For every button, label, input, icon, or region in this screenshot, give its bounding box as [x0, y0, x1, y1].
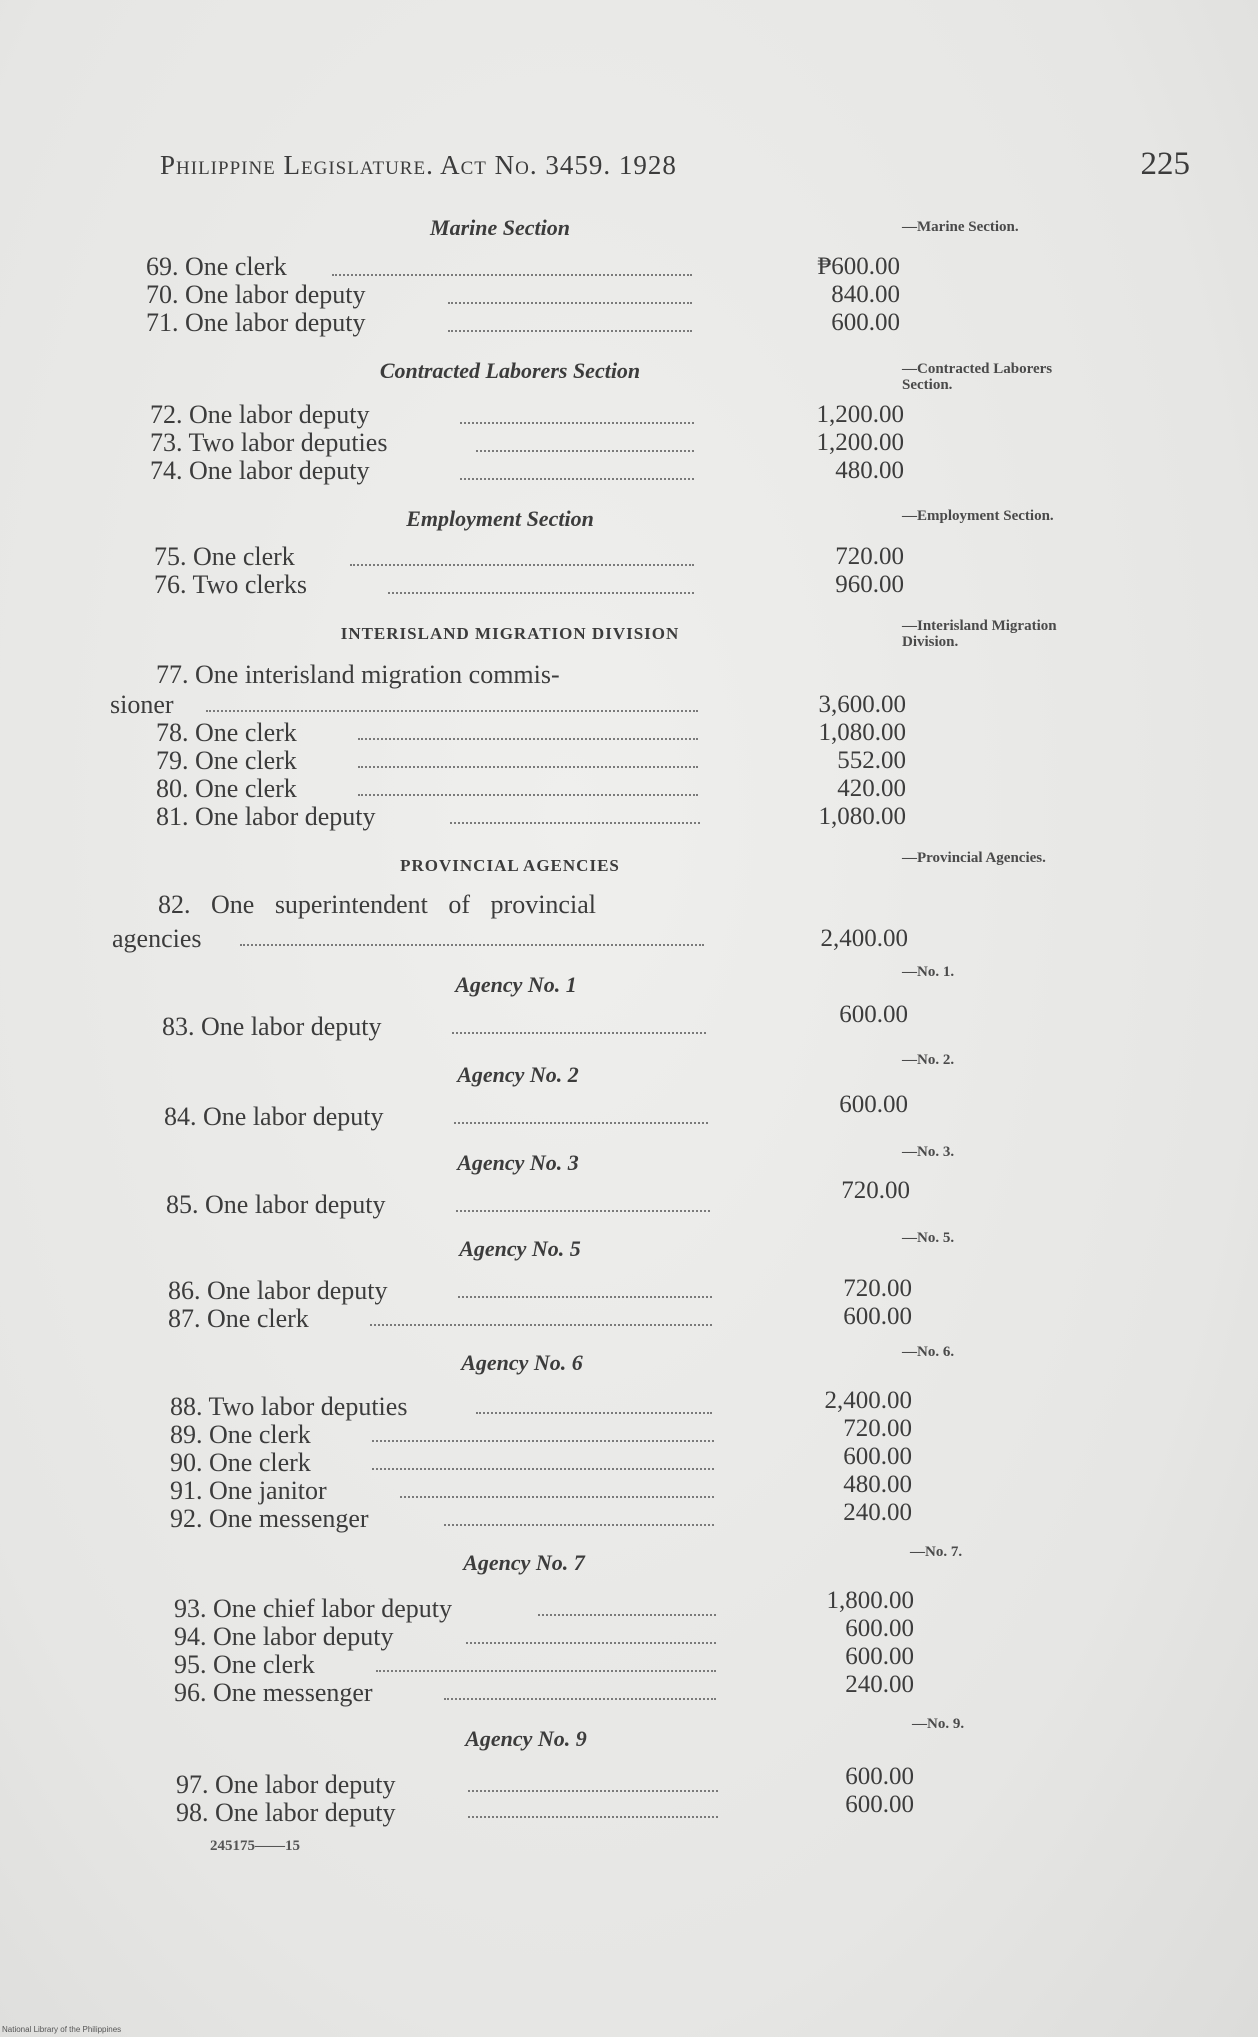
item-label: 91. One janitor [170, 1476, 327, 1505]
item-amount: 600.00 [843, 1443, 912, 1470]
running-head [160, 146, 1190, 194]
item-row [100, 542, 904, 572]
item-amount: 600.00 [845, 1643, 914, 1670]
section-heading-agency-1: Agency No. 1 [455, 972, 577, 997]
section-heading-marine: Marine Section [430, 215, 570, 240]
item-label: 86. One labor deputy [168, 1276, 388, 1305]
item-row [100, 1791, 914, 1828]
item-amount: 840.00 [831, 281, 900, 308]
margin-note-employment: —Employment Section. [902, 508, 1054, 524]
item-amount: 960.00 [835, 571, 904, 598]
item-row [100, 1091, 908, 1132]
margin-note-agency-1: —No. 1. [902, 964, 955, 980]
item-amount: 420.00 [837, 775, 906, 802]
item-label: 81. One labor deputy [156, 802, 376, 831]
dot-leader [458, 1296, 712, 1298]
item-label: 72. One labor deputy [150, 400, 370, 429]
item-label: 85. One labor deputy [166, 1190, 386, 1219]
section-heading-agency-3: Agency No. 3 [457, 1150, 579, 1175]
item-amount: 1,080.00 [818, 719, 906, 746]
printer-signature-code: 245175——15 [210, 1838, 300, 1854]
page-number: 225 [1140, 146, 1190, 182]
item-label-line2: sioner [110, 690, 174, 719]
item-label: 97. One labor deputy [176, 1770, 396, 1799]
item-amount: 720.00 [841, 1177, 910, 1204]
item-label-line1: 77. One interisland migration commis- [156, 660, 560, 689]
item-row [100, 280, 900, 310]
item-amount: 600.00 [839, 1091, 908, 1118]
dot-leader [332, 274, 692, 276]
item-amount: 240.00 [843, 1499, 912, 1526]
item-label: 76. Two clerks [154, 570, 307, 599]
item-row [100, 400, 904, 430]
running-head-title: Philippine Legislature. Act No. 3459. 1928 [160, 150, 677, 180]
item-row [100, 690, 906, 720]
margin-note-agency-7: —No. 7. [910, 1544, 963, 1560]
item-label: 95. One clerk [174, 1650, 315, 1679]
section-heading-agency-9: Agency No. 9 [465, 1726, 587, 1751]
dot-leader [350, 564, 694, 566]
item-label: 79. One clerk [156, 746, 297, 775]
item-amount: 480.00 [843, 1471, 912, 1498]
item-row [100, 308, 900, 338]
item-amount: 600.00 [843, 1303, 912, 1330]
item-label: 90. One clerk [170, 1448, 311, 1477]
item-amount: 1,080.00 [818, 803, 906, 830]
dot-leader [358, 766, 698, 768]
margin-note-provincial: —Provincial Agencies. [902, 850, 1046, 866]
item-row [100, 1303, 912, 1334]
item-amount: 1,800.00 [826, 1587, 914, 1614]
dot-leader [370, 1324, 712, 1326]
item-amount: 600.00 [845, 1615, 914, 1642]
item-amount: 600.00 [831, 309, 900, 336]
item-label: 93. One chief labor deputy [174, 1594, 452, 1623]
item-amount: 720.00 [835, 543, 904, 570]
margin-note-agency-6: —No. 6. [902, 1344, 955, 1360]
dot-leader [206, 710, 698, 712]
item-label: 71. One labor deputy [146, 308, 366, 337]
item-amount: ₱600.00 [817, 253, 900, 280]
margin-note-agency-3: —No. 3. [902, 1144, 955, 1160]
item-label: 98. One labor deputy [176, 1798, 396, 1827]
dot-leader [468, 1816, 718, 1818]
dot-leader [450, 822, 700, 824]
section-heading-agency-6: Agency No. 6 [461, 1350, 583, 1375]
item-row [100, 570, 904, 600]
item-amount: 600.00 [845, 1791, 914, 1818]
dot-leader [400, 1496, 714, 1498]
item-label: 84. One labor deputy [164, 1102, 384, 1131]
section-heading-interisland: INTERISLAND MIGRATION DIVISION [340, 624, 680, 643]
item-amount: 240.00 [845, 1671, 914, 1698]
dot-leader [372, 1440, 714, 1442]
item-row [100, 924, 908, 954]
item-label-line2: agencies [112, 924, 202, 953]
dot-leader [456, 1210, 710, 1212]
dot-leader [372, 1468, 714, 1470]
section-heading-contracted: Contracted Laborers Section [379, 358, 641, 383]
margin-note-agency-5: —No. 5. [902, 1230, 955, 1246]
margin-note-marine: —Marine Section. [902, 219, 1019, 235]
dot-leader [468, 1790, 718, 1792]
scan-credit: National Library of the Philippines [2, 2025, 122, 2034]
item-row [100, 718, 906, 748]
item-label: 75. One clerk [154, 542, 295, 571]
dot-leader [476, 1412, 712, 1414]
dot-leader [538, 1614, 716, 1616]
item-label: 83. One labor deputy [162, 1012, 382, 1041]
dot-leader [388, 592, 694, 594]
margin-note-agency-2: —No. 2. [902, 1052, 955, 1068]
item-row [100, 252, 900, 282]
section-heading-provincial: PROVINCIAL AGENCIES [400, 856, 620, 875]
item-row [100, 1671, 914, 1708]
dot-leader [452, 1032, 706, 1034]
dot-leader [466, 1642, 716, 1644]
item-row [100, 456, 904, 486]
dot-leader [358, 794, 698, 796]
dot-leader [460, 422, 694, 424]
item-amount: 3,600.00 [818, 691, 906, 718]
item-amount: 552.00 [837, 747, 906, 774]
dot-leader [460, 478, 694, 480]
item-amount: 600.00 [845, 1763, 914, 1790]
dot-leader [476, 450, 694, 452]
item-amount: 1,200.00 [816, 401, 904, 428]
dot-leader [444, 1524, 714, 1526]
dot-leader [240, 944, 704, 946]
item-amount: 2,400.00 [824, 1387, 912, 1414]
section-heading-agency-7: Agency No. 7 [463, 1550, 585, 1575]
item-amount: 600.00 [839, 1001, 908, 1028]
item-row [100, 428, 904, 458]
item-label: 89. One clerk [170, 1420, 311, 1449]
dot-leader [376, 1670, 716, 1672]
item-label: 74. One labor deputy [150, 456, 370, 485]
item-row [100, 1001, 908, 1042]
item-label: 88. Two labor deputies [170, 1392, 408, 1421]
item-label: 92. One messenger [170, 1504, 369, 1533]
section-heading-agency-2: Agency No. 2 [457, 1062, 579, 1087]
item-label: 94. One labor deputy [174, 1622, 394, 1651]
item-row [100, 1499, 912, 1534]
dot-leader [454, 1122, 708, 1124]
item-row [100, 774, 906, 804]
item-label: 87. One clerk [168, 1304, 309, 1333]
dot-leader [358, 738, 698, 740]
item-label: 96. One messenger [174, 1678, 373, 1707]
item-amount: 720.00 [843, 1275, 912, 1302]
item-row [100, 1177, 910, 1220]
item-amount: 720.00 [843, 1415, 912, 1442]
margin-note-interisland: —Interisland Migration Division. [902, 618, 1057, 650]
dot-leader [448, 330, 692, 332]
item-amount: 480.00 [835, 457, 904, 484]
dot-leader [448, 302, 692, 304]
item-label: 78. One clerk [156, 718, 297, 747]
item-amount: 1,200.00 [816, 429, 904, 456]
dot-leader [444, 1698, 716, 1700]
item-row [100, 746, 906, 776]
item-amount: 2,400.00 [820, 925, 908, 952]
item-label: 80. One clerk [156, 774, 297, 803]
item-label: 70. One labor deputy [146, 280, 366, 309]
margin-note-agency-9: —No. 9. [912, 1716, 965, 1732]
margin-note-contracted: —Contracted Laborers Section. [902, 361, 1053, 393]
section-heading-agency-5: Agency No. 5 [459, 1236, 581, 1261]
item-label-line1: 82. One superintendent of provincial [158, 890, 596, 919]
item-label: 69. One clerk [146, 252, 287, 281]
item-label: 73. Two labor deputies [150, 428, 388, 457]
item-row [100, 802, 906, 832]
section-heading-employment: Employment Section [406, 506, 594, 531]
